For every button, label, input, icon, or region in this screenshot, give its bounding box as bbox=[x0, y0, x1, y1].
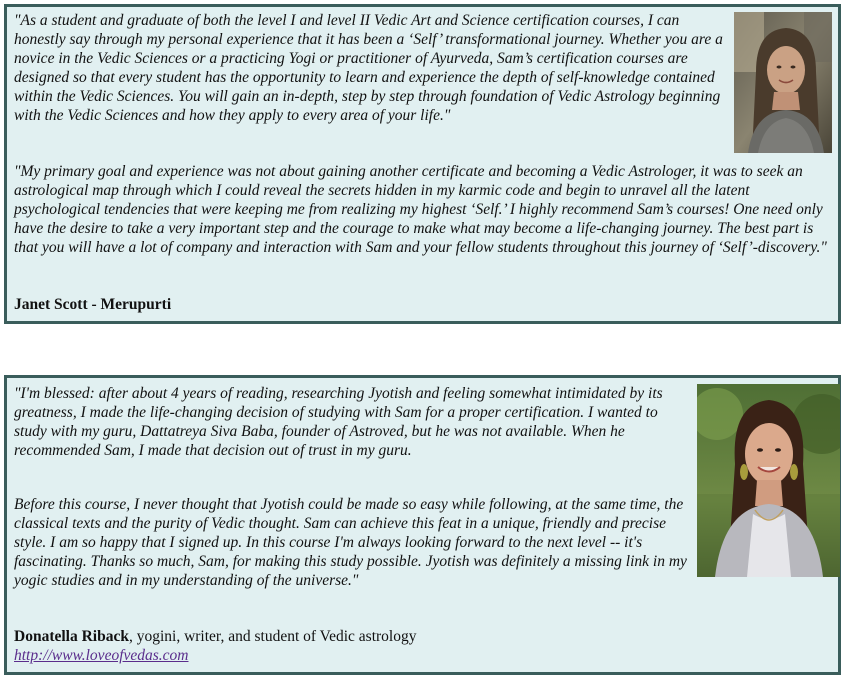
portrait-image bbox=[697, 384, 840, 577]
testimonial-paragraph: Before this course, I never thought that Jyotish could be made so easy while following, at the same time, the classical texts and the purity of Vedic thought. Sam can achieve this feat in a unique, friendly and precise style. I am so happy that I signed up. In this course I'm always looking forward to the next level -- it's fascinating. Thanks so much, Sam, for making this study possible. Jyotish was definitely a missing link in my yogic studies and in my understanding of the universe." bbox=[14, 496, 687, 589]
testimonial-paragraph: "As a student and graduate of both the level I and level II Vedic Art and Science certification courses, I can honestly say through my personal experience that it has been a ‘Self’ transformational journey. Whether you are a novice in the Vedic Sciences or a practicing Yogi or practitioner of Ayurveda, Sam’s certification courses are designed so that every student has the opportunity to learn and experience the depth of self-knowledge contained within the Vedic Sciences. You will gain an in-depth, step by step through foundation of Vedic Astrology beginning with the Vedic Sciences and how they apply to every area of your life." bbox=[14, 12, 723, 124]
portrait-image bbox=[734, 12, 832, 153]
testimonial-paragraph: "My primary goal and experience was not about gaining another certificate and becoming a Vedic Astrologer, it was to seek an astrological map through which I could reveal the secrets hidden in my karmic code and begin to unravel all the latent psychological tendencies that were keeping me from realizing my highest ‘Self.’ I highly recommend Sam’s courses! One need only have the desire to take a very important step and the courage to make what may become a life-changing journey. The best part is that you will have a lot of company and interaction with Sam and your fellow students throughout this journey of ‘Self’-discovery." bbox=[14, 163, 827, 256]
author-photo-donatella-riback bbox=[697, 384, 840, 577]
testimonial-paragraph: "I'm blessed: after about 4 years of reading, researching Jyotish and feeling somewhat intimidated by its greatness, I made the life-changing decision of studying with Sam for a proper certification. I wanted to study with my guru, Dattatreya Siva Baba, founder of Astroved, but he was not available. When he recommended Sam, I made that decision out of trust in my guru. bbox=[14, 385, 663, 459]
author-credit bbox=[14, 627, 416, 646]
testimonial-card-janet-scott bbox=[4, 4, 841, 324]
author-title: , yogini, writer, and student of Vedic astrology bbox=[128, 628, 417, 645]
testimonial-card-donatella-riback bbox=[4, 375, 841, 675]
author-name: Donatella Riback bbox=[14, 628, 129, 645]
author-name: Janet Scott - Merupurti bbox=[14, 296, 172, 313]
author-website-link[interactable]: http://www.loveofvedas.com bbox=[14, 647, 189, 664]
author-photo-janet-scott bbox=[734, 12, 832, 153]
